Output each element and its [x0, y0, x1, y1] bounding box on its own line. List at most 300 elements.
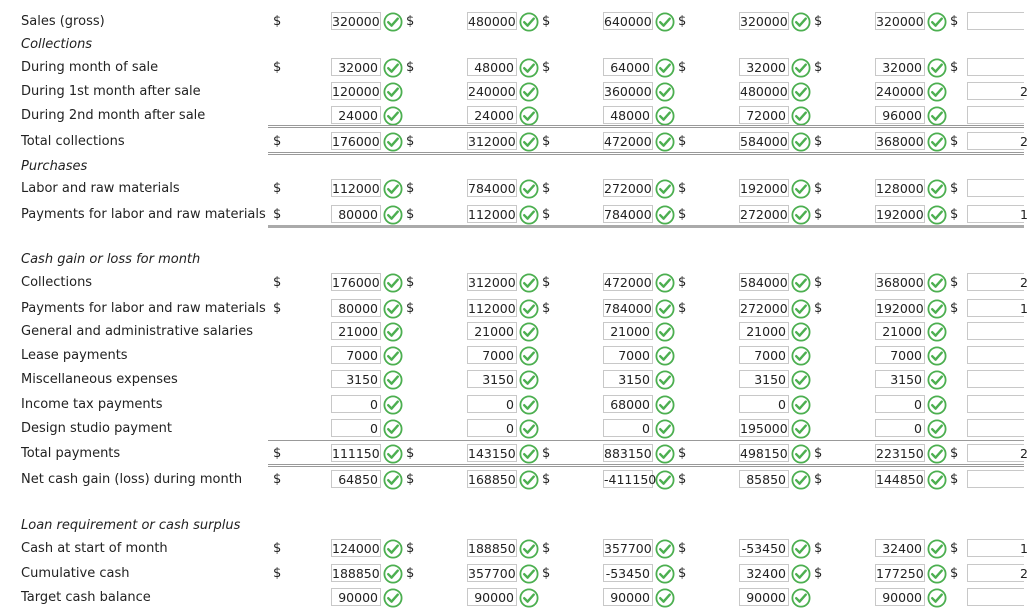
row-design — [0, 418, 1024, 440]
answer-input[interactable]: 48000 — [467, 58, 517, 76]
value-cell — [467, 205, 547, 225]
row-cash-start — [0, 538, 1028, 560]
correct-check-icon — [927, 299, 947, 319]
answer-input-partial[interactable]: 2 — [967, 444, 1024, 462]
row-loan-hdr — [0, 515, 1024, 537]
answer-input[interactable]: 784000 — [604, 301, 652, 316]
currency-symbol: $ — [273, 275, 282, 290]
answer-input[interactable]: 21000 — [739, 322, 789, 340]
answer-input[interactable]: 784000 — [468, 181, 516, 196]
answer-input[interactable]: 272000 — [740, 301, 788, 316]
answer-input[interactable]: 192000 — [876, 207, 924, 222]
answer-input[interactable]: 0 — [467, 395, 517, 413]
value-cell — [875, 82, 955, 102]
value-cell — [467, 82, 547, 102]
currency-symbol: $ — [273, 541, 282, 556]
currency-symbol: $ — [406, 301, 415, 316]
answer-input-partial[interactable]: 1 — [967, 205, 1024, 223]
currency-symbol: $ — [814, 207, 823, 222]
answer-input-partial[interactable]: 2 — [967, 564, 1024, 582]
answer-input[interactable]: 168850 — [468, 472, 516, 487]
correct-check-icon — [655, 132, 675, 152]
answer-input-partial[interactable] — [967, 588, 1024, 606]
row-label: Income tax payments — [21, 397, 163, 412]
answer-input[interactable]: 7000 — [331, 346, 381, 364]
value-cell — [603, 58, 683, 78]
answer-input[interactable]: 272000 — [740, 207, 788, 222]
correct-check-icon — [383, 419, 403, 439]
currency-symbol: $ — [814, 566, 823, 581]
row-second-month — [0, 105, 1024, 127]
correct-check-icon — [927, 444, 947, 464]
currency-symbol: $ — [814, 134, 823, 149]
answer-input[interactable]: -411150 — [604, 472, 657, 487]
answer-input[interactable]: 143150 — [468, 446, 516, 461]
answer-input[interactable]: 357700 — [468, 566, 516, 581]
answer-input[interactable]: 80000 — [331, 205, 381, 223]
correct-check-icon — [927, 539, 947, 559]
correct-check-icon — [655, 299, 675, 319]
answer-input-partial[interactable] — [967, 370, 1024, 388]
currency-symbol: $ — [542, 181, 551, 196]
answer-input[interactable]: 0 — [603, 419, 653, 437]
value-cell — [467, 273, 547, 293]
value-cell — [739, 470, 819, 490]
answer-input-partial[interactable] — [967, 58, 1024, 76]
value-cell — [331, 370, 411, 390]
answer-input[interactable]: 883150 — [604, 446, 652, 461]
answer-input[interactable]: -53450 — [603, 564, 653, 582]
correct-check-icon — [655, 58, 675, 78]
currency-symbol: $ — [950, 181, 959, 196]
answer-input[interactable]: 223150 — [876, 446, 924, 461]
currency-symbol: $ — [542, 207, 551, 222]
currency-symbol: $ — [950, 207, 959, 222]
row-label: Lease payments — [21, 348, 128, 363]
value-cell — [875, 12, 955, 32]
answer-input[interactable]: 7000 — [467, 346, 517, 364]
currency-symbol: $ — [406, 60, 415, 75]
currency-symbol: $ — [678, 60, 687, 75]
value-cell — [603, 132, 683, 152]
section-header: Loan requirement or cash surplus — [21, 518, 241, 533]
correct-check-icon — [519, 370, 539, 390]
value-cell — [467, 370, 547, 390]
correct-check-icon — [519, 12, 539, 32]
answer-input[interactable]: 96000 — [875, 106, 925, 124]
correct-check-icon — [927, 470, 947, 490]
answer-input[interactable]: 176000 — [332, 134, 380, 149]
value-cell — [331, 539, 411, 559]
value-cell — [603, 370, 683, 390]
answer-input[interactable]: 21000 — [331, 322, 381, 340]
value-cell — [739, 539, 819, 559]
answer-input-partial[interactable] — [967, 470, 1024, 488]
answer-input[interactable]: 32000 — [739, 58, 789, 76]
answer-input[interactable]: 32000 — [331, 58, 381, 76]
currency-symbol: $ — [406, 134, 415, 149]
currency-symbol: $ — [542, 472, 551, 487]
answer-input[interactable]: 480000 — [468, 14, 516, 29]
value-cell — [875, 346, 955, 366]
correct-check-icon — [791, 273, 811, 293]
answer-input-partial[interactable] — [967, 12, 1024, 30]
row-label: Sales (gross) — [21, 14, 105, 29]
correct-check-icon — [383, 106, 403, 126]
currency-symbol: $ — [273, 207, 282, 222]
value-cell — [331, 395, 411, 415]
value-cell — [875, 132, 955, 152]
answer-input[interactable]: 24000 — [467, 106, 517, 124]
currency-symbol: $ — [542, 566, 551, 581]
value-cell — [875, 395, 955, 415]
row-label: During 2nd month after sale — [21, 108, 206, 123]
value-cell — [739, 322, 819, 342]
correct-check-icon — [519, 205, 539, 225]
value-cell — [331, 132, 411, 152]
answer-input[interactable]: 112000 — [468, 207, 516, 222]
row-first-month — [0, 81, 1028, 103]
value-cell — [331, 12, 411, 32]
answer-input[interactable]: 7000 — [739, 346, 789, 364]
answer-input-partial[interactable]: 2 — [967, 132, 1024, 150]
currency-symbol: $ — [950, 60, 959, 75]
currency-symbol: $ — [273, 472, 282, 487]
row-label: Target cash balance — [21, 590, 151, 605]
answer-input-partial[interactable] — [967, 322, 1024, 340]
correct-check-icon — [791, 179, 811, 199]
value-cell — [739, 299, 819, 319]
answer-input[interactable]: 3150 — [603, 370, 653, 388]
row-label: Miscellaneous expenses — [21, 372, 178, 387]
currency-symbol: $ — [406, 207, 415, 222]
answer-input[interactable]: 21000 — [875, 322, 925, 340]
answer-input[interactable]: 7000 — [875, 346, 925, 364]
answer-input[interactable]: 640000 — [604, 14, 652, 29]
answer-input[interactable]: 128000 — [876, 181, 924, 196]
answer-input[interactable]: 21000 — [603, 322, 653, 340]
answer-input[interactable]: -53450 — [739, 539, 789, 557]
currency-symbol: $ — [678, 14, 687, 29]
answer-input-partial[interactable] — [967, 106, 1024, 124]
currency-symbol: $ — [950, 134, 959, 149]
value-cell — [875, 564, 955, 584]
answer-input[interactable]: 368000 — [876, 275, 924, 290]
answer-input[interactable]: 80000 — [331, 299, 381, 317]
value-cell — [875, 444, 955, 464]
row-label: During month of sale — [21, 60, 159, 75]
value-cell — [739, 58, 819, 78]
row-label: Cash at start of month — [21, 541, 168, 556]
row-payments-labor — [0, 204, 1028, 226]
correct-check-icon — [655, 205, 675, 225]
answer-input[interactable]: 312000 — [468, 275, 516, 290]
answer-input[interactable]: 176000 — [332, 275, 380, 290]
value-cell — [331, 444, 411, 464]
correct-check-icon — [383, 179, 403, 199]
value-cell — [739, 106, 819, 126]
answer-input[interactable]: 357700 — [604, 541, 652, 556]
value-cell — [331, 470, 411, 490]
answer-input[interactable]: 472000 — [604, 275, 652, 290]
currency-symbol: $ — [406, 541, 415, 556]
correct-check-icon — [383, 444, 403, 464]
correct-check-icon — [927, 205, 947, 225]
value-cell — [331, 205, 411, 225]
correct-check-icon — [383, 12, 403, 32]
value-cell — [467, 395, 547, 415]
correct-check-icon — [383, 132, 403, 152]
answer-input[interactable]: 177250 — [876, 566, 924, 581]
value-cell — [331, 82, 411, 102]
correct-check-icon — [655, 370, 675, 390]
correct-check-icon — [383, 58, 403, 78]
value-cell — [331, 346, 411, 366]
correct-check-icon — [519, 273, 539, 293]
answer-input[interactable]: 188850 — [468, 541, 516, 556]
section-header: Purchases — [21, 159, 88, 174]
value-cell — [467, 539, 547, 559]
value-cell — [739, 444, 819, 464]
currency-symbol: $ — [814, 472, 823, 487]
currency-symbol: $ — [273, 181, 282, 196]
value-cell — [467, 322, 547, 342]
currency-symbol: $ — [814, 60, 823, 75]
value-cell — [875, 299, 955, 319]
answer-input[interactable]: 784000 — [604, 207, 652, 222]
answer-input[interactable]: 7000 — [603, 346, 653, 364]
currency-symbol: $ — [678, 446, 687, 461]
correct-check-icon — [655, 82, 675, 102]
currency-symbol: $ — [273, 60, 282, 75]
value-cell — [331, 564, 411, 584]
value-cell — [603, 106, 683, 126]
answer-input[interactable]: 0 — [331, 395, 381, 413]
currency-symbol: $ — [542, 14, 551, 29]
correct-check-icon — [383, 588, 403, 608]
correct-check-icon — [519, 539, 539, 559]
answer-input[interactable]: 64000 — [603, 58, 653, 76]
answer-input[interactable]: 72000 — [739, 106, 789, 124]
correct-check-icon — [519, 58, 539, 78]
answer-input[interactable]: 90000 — [467, 588, 517, 606]
value-cell — [739, 395, 819, 415]
answer-input[interactable]: 24000 — [331, 106, 381, 124]
answer-input[interactable]: 90000 — [331, 588, 381, 606]
value-cell — [467, 132, 547, 152]
answer-input-partial[interactable]: 1 — [967, 539, 1024, 557]
answer-input[interactable]: 0 — [331, 419, 381, 437]
answer-input[interactable]: 272000 — [604, 181, 652, 196]
answer-input[interactable]: 144850 — [876, 472, 924, 487]
value-cell — [467, 444, 547, 464]
answer-input[interactable]: 3150 — [739, 370, 789, 388]
answer-input[interactable]: 32400 — [875, 539, 925, 557]
row-label: Payments for labor and raw materials — [21, 207, 266, 222]
correct-check-icon — [791, 106, 811, 126]
value-cell — [875, 419, 955, 439]
row-label: Labor and raw materials — [21, 181, 180, 196]
correct-check-icon — [791, 205, 811, 225]
value-cell — [603, 539, 683, 559]
currency-symbol: $ — [678, 181, 687, 196]
value-cell — [467, 564, 547, 584]
currency-symbol: $ — [950, 301, 959, 316]
currency-symbol: $ — [678, 301, 687, 316]
answer-input[interactable]: 320000 — [740, 14, 788, 29]
answer-input[interactable]: 90000 — [875, 588, 925, 606]
currency-symbol: $ — [814, 446, 823, 461]
currency-symbol: $ — [950, 472, 959, 487]
currency-symbol: $ — [678, 566, 687, 581]
answer-input[interactable]: 360000 — [604, 84, 652, 99]
value-cell — [467, 12, 547, 32]
correct-check-icon — [383, 564, 403, 584]
correct-check-icon — [519, 322, 539, 342]
value-cell — [331, 322, 411, 342]
answer-input[interactable]: 192000 — [876, 301, 924, 316]
correct-check-icon — [927, 395, 947, 415]
currency-symbol: $ — [950, 14, 959, 29]
row-label: Net cash gain (loss) during month — [21, 472, 243, 487]
answer-input[interactable]: 188850 — [332, 566, 380, 581]
answer-input[interactable]: 0 — [875, 395, 925, 413]
answer-input[interactable]: 584000 — [740, 275, 788, 290]
value-cell — [467, 470, 547, 490]
row-cash-hdr — [0, 249, 1024, 271]
answer-input[interactable]: 0 — [875, 419, 925, 437]
answer-input-partial[interactable]: 2 — [967, 273, 1024, 291]
row-lease — [0, 345, 1024, 367]
value-cell — [875, 179, 955, 199]
answer-input[interactable]: 90000 — [603, 588, 653, 606]
answer-input[interactable]: 480000 — [740, 84, 788, 99]
answer-input[interactable]: 0 — [467, 419, 517, 437]
answer-input[interactable]: 32000 — [875, 58, 925, 76]
currency-symbol: $ — [678, 207, 687, 222]
value-cell — [739, 564, 819, 584]
value-cell — [739, 179, 819, 199]
value-cell — [467, 419, 547, 439]
answer-input[interactable]: 320000 — [876, 14, 924, 29]
answer-input[interactable]: 368000 — [876, 134, 924, 149]
answer-input[interactable]: 472000 — [604, 134, 652, 149]
currency-symbol: $ — [406, 566, 415, 581]
currency-symbol: $ — [542, 301, 551, 316]
answer-input[interactable]: 120000 — [332, 84, 380, 99]
correct-check-icon — [791, 58, 811, 78]
section-header: Cash gain or loss for month — [21, 252, 201, 267]
answer-input[interactable]: 498150 — [740, 446, 788, 461]
correct-check-icon — [791, 395, 811, 415]
answer-input[interactable]: 21000 — [467, 322, 517, 340]
answer-input[interactable]: 3150 — [467, 370, 517, 388]
row-target — [0, 587, 1024, 609]
value-cell — [467, 179, 547, 199]
currency-symbol: $ — [273, 14, 282, 29]
answer-input-partial[interactable] — [967, 179, 1024, 197]
currency-symbol: $ — [406, 275, 415, 290]
value-cell — [875, 273, 955, 293]
correct-check-icon — [519, 444, 539, 464]
correct-check-icon — [655, 564, 675, 584]
value-cell — [603, 12, 683, 32]
answer-input-partial[interactable] — [967, 419, 1024, 437]
correct-check-icon — [383, 539, 403, 559]
answer-input-partial[interactable]: 1 — [967, 299, 1024, 317]
correct-check-icon — [519, 132, 539, 152]
currency-symbol: $ — [406, 472, 415, 487]
answer-input-partial[interactable] — [967, 346, 1024, 364]
answer-input[interactable]: 584000 — [740, 134, 788, 149]
correct-check-icon — [655, 106, 675, 126]
answer-input[interactable]: 64850 — [331, 470, 381, 488]
correct-check-icon — [383, 299, 403, 319]
correct-check-icon — [791, 132, 811, 152]
correct-check-icon — [927, 82, 947, 102]
value-cell — [603, 322, 683, 342]
correct-check-icon — [791, 539, 811, 559]
row-label: Payments for labor and raw materials — [21, 301, 266, 316]
answer-input[interactable]: 32400 — [739, 564, 789, 582]
correct-check-icon — [519, 419, 539, 439]
rule-divider — [268, 225, 1024, 228]
value-cell — [467, 299, 547, 319]
row-purchases-hdr — [0, 156, 1024, 178]
answer-input[interactable]: 111150 — [332, 446, 380, 461]
answer-input[interactable]: 3150 — [331, 370, 381, 388]
answer-input[interactable]: 48000 — [603, 106, 653, 124]
correct-check-icon — [519, 346, 539, 366]
section-header: Collections — [21, 37, 93, 52]
answer-input-partial[interactable] — [967, 395, 1024, 413]
value-cell — [739, 419, 819, 439]
currency-symbol: $ — [542, 134, 551, 149]
correct-check-icon — [655, 419, 675, 439]
answer-input[interactable]: 112000 — [332, 181, 380, 196]
row-label: Collections — [21, 275, 93, 290]
answer-input[interactable]: 320000 — [332, 14, 380, 29]
correct-check-icon — [791, 444, 811, 464]
row-income-tax — [0, 394, 1024, 416]
answer-input[interactable]: 192000 — [740, 181, 788, 196]
correct-check-icon — [791, 419, 811, 439]
answer-input[interactable]: 312000 — [468, 134, 516, 149]
answer-input[interactable]: 0 — [739, 395, 789, 413]
answer-input[interactable]: 90000 — [739, 588, 789, 606]
row-collections — [0, 272, 1028, 294]
correct-check-icon — [927, 179, 947, 199]
answer-input-partial[interactable]: 2 — [967, 82, 1024, 100]
answer-input[interactable]: 85850 — [739, 470, 789, 488]
answer-input[interactable]: 112000 — [468, 301, 516, 316]
currency-symbol: $ — [950, 566, 959, 581]
value-cell — [331, 588, 411, 608]
answer-input[interactable]: 124000 — [332, 541, 380, 556]
value-cell — [739, 82, 819, 102]
answer-input[interactable]: 240000 — [876, 84, 924, 99]
answer-input[interactable]: 68000 — [603, 395, 653, 413]
answer-input[interactable]: 3150 — [875, 370, 925, 388]
answer-input[interactable]: 240000 — [468, 84, 516, 99]
currency-symbol: $ — [814, 301, 823, 316]
currency-symbol: $ — [678, 472, 687, 487]
currency-symbol: $ — [814, 275, 823, 290]
answer-input[interactable]: 195000 — [740, 421, 788, 436]
value-cell — [331, 273, 411, 293]
currency-symbol: $ — [950, 541, 959, 556]
correct-check-icon — [519, 299, 539, 319]
